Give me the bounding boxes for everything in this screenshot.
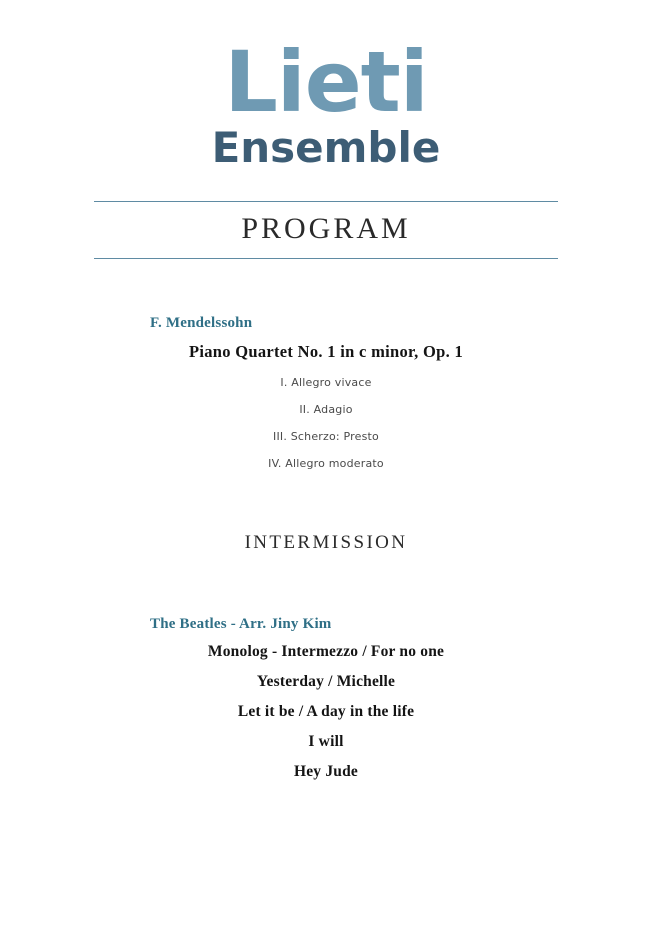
piece-entry-second-half — [0, 616, 652, 781]
movement-item: IV. Allegro moderato — [268, 457, 384, 471]
program-content — [0, 315, 652, 781]
song-item: Let it be / A day in the life — [237, 703, 415, 721]
page-title: PROGRAM — [241, 212, 411, 246]
movement-item: I. Allegro vivace — [280, 376, 372, 390]
movement-item: III. Scherzo: Presto — [273, 430, 379, 444]
work-title: Piano Quartet No. 1 in c minor, Op. 1 — [188, 342, 464, 362]
masthead — [0, 0, 652, 173]
song-item: Hey Jude — [293, 763, 359, 781]
composer-name: The Beatles - Arr. Jiny Kim — [150, 616, 332, 633]
movement-item: II. Adagio — [299, 403, 353, 417]
piece-entry — [0, 315, 652, 470]
intermission-label: INTERMISSION — [244, 532, 408, 554]
song-item: Yesterday / Michelle — [256, 673, 396, 691]
song-item: I will — [308, 733, 344, 751]
song-item: Monolog - Intermezzo / For no one — [207, 643, 445, 661]
composer-name: F. Mendelssohn — [150, 315, 253, 332]
ensemble-logo-sub: Ensemble — [211, 123, 441, 173]
program-banner — [94, 201, 558, 259]
ensemble-logo-main: Lieti — [224, 33, 428, 131]
